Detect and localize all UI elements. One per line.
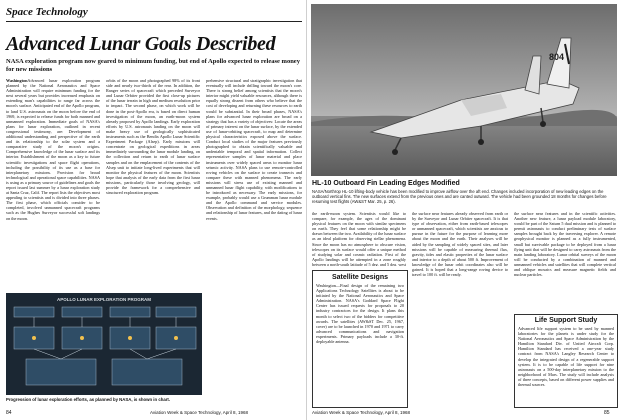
dateline: Washington — [6, 78, 28, 83]
left-footer: Aviation Week & Space Technology, April 8, 1968 — [150, 410, 248, 415]
hl10-photo — [311, 4, 617, 176]
satellite-sidebar — [312, 270, 408, 408]
satellite-title: Satellite Designs — [331, 274, 389, 281]
right-column-1 — [312, 211, 406, 266]
right-page-number: 85 — [604, 410, 610, 416]
article-column-1 — [6, 78, 100, 290]
photo-caption: NASA/Northrop HL-10 lifting-body vehicle has been modified to improve airflow over the aft end. Changes included incorporation of new leading edges on the outboard vertical fins. The new surfaces extend from the previous ones and are canted outward. The vehicle had been grounded 18 months for changes before resuming test flights (AW&ST Mar. 25, p. 26). — [312, 189, 607, 204]
column-2-text: orbits of the moon and photographed 98% of its front side and nearly two-thirds of the rear. In addition, the Ranger series of spacecraft which preceded Surveyor and Lunar Orbiter provided the first close-up pictures of the lunar terrain in high and medium resolution prior to impact. The second phase, on which work will be done in the post-Apollo era, is based on direct human investigation of the moon, an earth-moon system already proposed by Apollo landings. Early exploration efforts by U.S. astronauts landing on the moon will make heavy use of geologically sophisticated instruments such as the Bendix Apollo Lunar Scientific Experiment Package (Alsep). Early missions will concentrate on geological expeditions in areas immediately surrounding the lunar module landing, on the collection and return to earth of lunar surface samples and on the emplacement of the contents of the Alsep unit to initiate long-lived experiments that will monitor the physical features of the moon. Scientists hope that analysis of the early data from the first lunar missions, particularly those involving geology, will provide the framework for a comprehensive and structured exploration program. — [106, 78, 200, 196]
column-3-text: prehensive structural and stratigraphic investigation that eventually will include drilling toward the moon's core. There is strong belief among scientists that the moon's interior might yield valuable resources, although there is equally strong dissent from others who believe that the cost of developing and returning these resources to earth would be substantial. In their broad phases, NASA's plans for advanced lunar exploration are broad on a strategy that has a variety of objectives: Locate the areas of primary interest on the lunar surface, by the extended use of lunar-orbiting spacecraft, to map and determine physical characteristics exposed above the surface. Conduct local studies of the major features previously photographed to obtain scientifically valuable and undeniable temporal and spatial information. Collect representative samples of lunar material and place instruments over widely spaced areas to monitor lunar seismic activity. NASA plans to use remote-controlled roving vehicles on the surface to create transects and compare these with manned phenomena. The early missions will stress use of existing manned and unmanned lunar flight capability, with modifications to be introduced as necessary. The early missions, for example, probably would use a Grumman lunar module and the Apollo command and service modules. Observation and definition of the morphology, sequence and relationship of lunar features, and the dating of lunar events. — [206, 78, 302, 221]
right-column-3 — [514, 211, 616, 311]
right-column-1-text: the earth-moon system. Scientists would like to compare, for example, the ages of the dominant physical features on the moon with similar specimens on earth. They feel that some relationship might be drawn between the two. Availability of the lunar surface as an ideal platform for observing stellar phenomena. Since the moon has no atmosphere to obscure vision, telescopes on its surface would offer a unique method of studying solar and cosmic radiation. First of the Apollo landings will be attempted in a zone roughly between a north-south latitude of 5 deg. and 5 deg. west — [312, 211, 406, 266]
life-support-text: Advanced life support system to be used by manned laboratories for the planets is under study for the National Aeronautics and Space Administration by the Hamilton Standard Div. of United Aircraft Corp. Hamilton Standard has received a one-year study contract from NASA's Langley Research Center to develop the integrated design of a regenerable support system. It is to be capable of life support for nine astronauts on a 500-day interplanetary mission to the neighborhood of Mars. The study will include analysis of three concepts, based on different power supplies and thermal sources. — [518, 326, 614, 388]
diagram-title: APOLLO LUNAR EXPLORATION PROGRAM — [57, 297, 151, 302]
deck: NASA exploration program now geared to minimum funding, but end of Apollo expected to release money for new missions — [6, 58, 300, 73]
right-column-2-text: the surface near features already observed from earth or by the Surveyor and Lunar Orbiter spacecraft. It is that type of observation, either from earth-based telescopes or unmanned spacecraft, which scientists are anxious to pursue in the future for the purpose of learning more about the moon and the earth. Their analyses will be aided by the sampling of widely spaced sites, and later missions will be capable of measuring thermal flux, gravity, tides and elastic properties of the lunar surface and interior to a depth of about 500 ft. Improvement of knowledge of the lunar orbit coordinates also will be gained. It is hoped that a long-range roving device to travel to 100 ft. will be ready. — [412, 211, 508, 278]
svg-text:804: 804 — [549, 52, 565, 62]
headline: Advanced Lunar Goals Described — [6, 33, 276, 55]
life-support-title: Life Support Study — [534, 317, 598, 324]
right-footer: Aviation Week & Space Technology, April 8, 1968 — [312, 410, 410, 415]
right-column-2 — [412, 211, 508, 406]
program-diagram-graphic — [6, 293, 202, 395]
page-gutter — [306, 0, 307, 420]
section-rule — [6, 21, 302, 22]
photo-title: HL-10 Outboard Fin Leading Edges Modified — [312, 180, 460, 187]
hl10-photo-graphic — [311, 4, 617, 176]
section-title: Space Technology — [6, 6, 88, 18]
program-diagram — [6, 293, 202, 395]
life-support-sidebar — [514, 314, 618, 408]
article-column-3 — [206, 78, 302, 408]
right-column-3-text: the surface near features and in the scientific activities. Another new feature, a lunar payload module laboratory, would be part of the Saturn 5 dual mission and is planned to permit astronauts to conduct preliminary tests of surface samples brought back by the traversing explorer. A remote geophysical monitor is planned as a fully instrumented, small but survivable package to be deployed from a lunar flying unit that will be designed to carry astronauts from the main landing laboratory. Lunar orbital surveys of the moon will be conducted by a combination of manned and unmanned vehicles and satellites that will complete vertical and oblique mosaics and measure magnetic fields and nuclear particles. — [514, 211, 616, 278]
satellite-text: Washington—Final design of the remaining two Applications Technology Satellites is about to be initiated by the National Aeronautics and Space Administration. NASA's Goddard Space Flight Center has issued requests for proposals to 20 industry contractors for the design. It plans this month to select two of the bidders for competitive awards. The satellites (AW&ST Dec. 25, 1967, cover) are to be launched in 1970 and 1971 to carry advanced communications and navigation experiments. Primary payloads include a 30-ft. deployable antenna. — [316, 283, 404, 345]
left-page-number: 84 — [6, 410, 12, 416]
article-column-2 — [106, 78, 200, 290]
column-1-text: Advanced lunar exploration program planned by the National Aeronautics and Space Administration will require minimum funding for the next several years but provides increased emphasis on extending man's capabilities to range far across the moon's surface. Anticipated end of the Apollo program, to land U.S. astronauts on the moon before the end of 1969, is expected to release funds for both manned and unmanned exploration. Immediate goals of NASA's plans for lunar exploration, outlined in recent congressional testimony, are: Development of additional understanding and perspective of the earth and its relationship to the solar system and a comparative study of the moon's origins. Comprehensive knowledge of the lunar surface and its interior. Establishment of the moon as a key to future scientific investigations and space flight operations, including the possibility of its use as a base for interplanetary missions. Provision for broad technological and operational space capabilities. NASA is using as a primary source of guidelines and goals the report issued last summer by a lunar exploration study at Santa Cruz, Calif. The report lists the objectives most appealing to scientists and is divided into three phases. The first phase, which officials consider to be completed, involved unmanned spacecraft programs such as the Hughes Surveyor successful soft landings on the moon. — [6, 78, 100, 221]
diagram-caption: Progression of lunar exploration efforts, as planned by NASA, is shown in chart. — [6, 397, 171, 402]
